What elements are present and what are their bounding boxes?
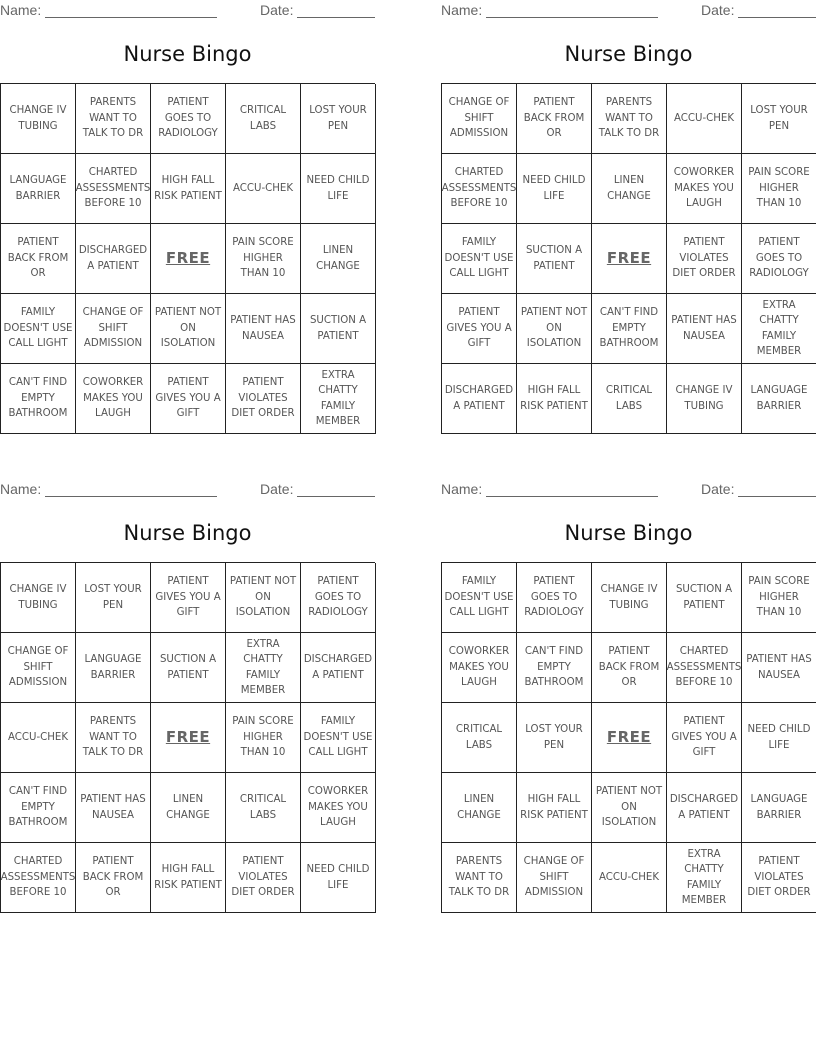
- free-space: FREE: [592, 224, 667, 294]
- bingo-cell: PATIENT HAS NAUSEA: [76, 773, 151, 843]
- bingo-cell: LANGUAGE BARRIER: [742, 773, 816, 843]
- card-header: [0, 479, 375, 501]
- free-space: FREE: [592, 703, 667, 773]
- bingo-cell: SUCTION A PATIENT: [517, 224, 592, 294]
- bingo-cell: EXTRA CHATTY FAMILY MEMBER: [226, 633, 301, 703]
- bingo-cell: PATIENT VIOLATES DIET ORDER: [226, 364, 301, 434]
- bingo-cell: PATIENT HAS NAUSEA: [667, 294, 742, 364]
- name-blank-line: [45, 3, 217, 18]
- bingo-cell: PAIN SCORE HIGHER THAN 10: [742, 154, 816, 224]
- bingo-cell: DISCHARGED A PATIENT: [442, 364, 517, 434]
- bingo-cell: EXTRA CHATTY FAMILY MEMBER: [742, 294, 816, 364]
- bingo-cell: PATIENT BACK FROM OR: [517, 84, 592, 154]
- bingo-cell: CHANGE IV TUBING: [1, 84, 76, 154]
- bingo-cell: PAIN SCORE HIGHER THAN 10: [742, 563, 816, 633]
- bingo-cell: NEED CHILD LIFE: [742, 703, 816, 773]
- date-blank-line: [738, 3, 816, 18]
- date-label: Date:: [701, 481, 735, 497]
- date-blank-line: [297, 3, 375, 18]
- bingo-cell: PATIENT NOT ON ISOLATION: [592, 773, 667, 843]
- bingo-cell: FAMILY DOESN'T USE CALL LIGHT: [442, 224, 517, 294]
- bingo-cell: CAN'T FIND EMPTY BATHROOM: [592, 294, 667, 364]
- name-label: Name:: [0, 2, 42, 18]
- date-blank-line: [738, 482, 816, 497]
- bingo-cell: CAN'T FIND EMPTY BATHROOM: [1, 364, 76, 434]
- bingo-cell: COWORKER MAKES YOU LAUGH: [667, 154, 742, 224]
- card-title: Nurse Bingo: [564, 521, 693, 545]
- date-field: [701, 481, 816, 497]
- bingo-cell: PATIENT BACK FROM OR: [76, 843, 151, 913]
- name-label: Name:: [0, 481, 42, 497]
- bingo-cell: PATIENT GIVES YOU A GIFT: [667, 703, 742, 773]
- bingo-cell: NEED CHILD LIFE: [301, 843, 376, 913]
- bingo-cell: ACCU-CHEK: [667, 84, 742, 154]
- bingo-cell: CHARTED ASSESSMENTS BEFORE 10: [442, 154, 517, 224]
- card-title: Nurse Bingo: [123, 42, 252, 66]
- date-label: Date:: [701, 2, 735, 18]
- name-label: Name:: [441, 2, 483, 18]
- bingo-cell: PATIENT BACK FROM OR: [592, 633, 667, 703]
- bingo-cell: PARENTS WANT TO TALK TO DR: [76, 84, 151, 154]
- bingo-card: [0, 479, 375, 899]
- bingo-cell: CHARTED ASSESSMENTS BEFORE 10: [1, 843, 76, 913]
- date-field: [260, 481, 375, 497]
- bingo-cell: HIGH FALL RISK PATIENT: [151, 843, 226, 913]
- bingo-cell: LINEN CHANGE: [301, 224, 376, 294]
- bingo-cell: LINEN CHANGE: [151, 773, 226, 843]
- bingo-cell: PATIENT NOT ON ISOLATION: [226, 563, 301, 633]
- bingo-cell: PATIENT BACK FROM OR: [1, 224, 76, 294]
- bingo-cell: LOST YOUR PEN: [517, 703, 592, 773]
- name-blank-line: [486, 3, 658, 18]
- bingo-cell: FAMILY DOESN'T USE CALL LIGHT: [301, 703, 376, 773]
- bingo-cell: CHARTED ASSESSMENTS BEFORE 10: [667, 633, 742, 703]
- bingo-cell: NEED CHILD LIFE: [517, 154, 592, 224]
- bingo-cell: PATIENT VIOLATES DIET ORDER: [667, 224, 742, 294]
- bingo-cell: PATIENT GOES TO RADIOLOGY: [742, 224, 816, 294]
- bingo-cell: PATIENT GIVES YOU A GIFT: [442, 294, 517, 364]
- bingo-cell: PAIN SCORE HIGHER THAN 10: [226, 703, 301, 773]
- bingo-cell: HIGH FALL RISK PATIENT: [517, 773, 592, 843]
- bingo-cell: SUCTION A PATIENT: [301, 294, 376, 364]
- card-title: Nurse Bingo: [564, 42, 693, 66]
- bingo-cell: CHANGE IV TUBING: [592, 563, 667, 633]
- bingo-card: [441, 479, 816, 906]
- bingo-cell: LANGUAGE BARRIER: [742, 364, 816, 434]
- bingo-cell: LOST YOUR PEN: [742, 84, 816, 154]
- bingo-cell: COWORKER MAKES YOU LAUGH: [442, 633, 517, 703]
- bingo-cell: EXTRA CHATTY FAMILY MEMBER: [301, 364, 376, 434]
- card-header: [441, 0, 816, 22]
- bingo-cell: CRITICAL LABS: [592, 364, 667, 434]
- free-space: FREE: [151, 224, 226, 294]
- bingo-cell: LINEN CHANGE: [592, 154, 667, 224]
- bingo-grid: [0, 83, 375, 434]
- name-blank-line: [45, 482, 217, 497]
- bingo-cell: HIGH FALL RISK PATIENT: [517, 364, 592, 434]
- bingo-cell: DISCHARGED A PATIENT: [667, 773, 742, 843]
- card-title: Nurse Bingo: [123, 521, 252, 545]
- date-label: Date:: [260, 481, 294, 497]
- bingo-cell: EXTRA CHATTY FAMILY MEMBER: [667, 843, 742, 913]
- bingo-cell: HIGH FALL RISK PATIENT: [151, 154, 226, 224]
- bingo-cell: PATIENT VIOLATES DIET ORDER: [742, 843, 816, 913]
- bingo-cell: CAN'T FIND EMPTY BATHROOM: [1, 773, 76, 843]
- name-blank-line: [486, 482, 658, 497]
- bingo-cell: ACCU-CHEK: [226, 154, 301, 224]
- name-field: [0, 481, 217, 497]
- bingo-cell: ACCU-CHEK: [592, 843, 667, 913]
- bingo-cell: COWORKER MAKES YOU LAUGH: [301, 773, 376, 843]
- bingo-grid: [441, 562, 816, 913]
- name-field: [0, 2, 217, 18]
- bingo-cell: NEED CHILD LIFE: [301, 154, 376, 224]
- bingo-cell: CHANGE IV TUBING: [1, 563, 76, 633]
- bingo-cell: LOST YOUR PEN: [301, 84, 376, 154]
- bingo-cell: DISCHARGED A PATIENT: [76, 224, 151, 294]
- bingo-cell: FAMILY DOESN'T USE CALL LIGHT: [442, 563, 517, 633]
- bingo-cell: CHARTED ASSESSMENTS BEFORE 10: [76, 154, 151, 224]
- name-field: [441, 481, 658, 497]
- bingo-cell: LANGUAGE BARRIER: [1, 154, 76, 224]
- bingo-cell: COWORKER MAKES YOU LAUGH: [76, 364, 151, 434]
- bingo-cell: SUCTION A PATIENT: [151, 633, 226, 703]
- bingo-cell: PATIENT HAS NAUSEA: [742, 633, 816, 703]
- bingo-cell: CHANGE OF SHIFT ADMISSION: [76, 294, 151, 364]
- bingo-cell: CRITICAL LABS: [226, 84, 301, 154]
- bingo-card: [0, 0, 375, 427]
- bingo-cell: PARENTS WANT TO TALK TO DR: [442, 843, 517, 913]
- bingo-cell: PATIENT VIOLATES DIET ORDER: [226, 843, 301, 913]
- name-field: [441, 2, 658, 18]
- bingo-cell: CHANGE IV TUBING: [667, 364, 742, 434]
- bingo-cell: PATIENT NOT ON ISOLATION: [517, 294, 592, 364]
- bingo-grid: [0, 562, 375, 913]
- bingo-cell: PARENTS WANT TO TALK TO DR: [76, 703, 151, 773]
- bingo-cell: PATIENT NOT ON ISOLATION: [151, 294, 226, 364]
- bingo-cell: PARENTS WANT TO TALK TO DR: [592, 84, 667, 154]
- bingo-cell: DISCHARGED A PATIENT: [301, 633, 376, 703]
- bingo-card: [441, 0, 816, 412]
- date-blank-line: [297, 482, 375, 497]
- bingo-cell: LOST YOUR PEN: [76, 563, 151, 633]
- bingo-cell: CHANGE OF SHIFT ADMISSION: [1, 633, 76, 703]
- name-label: Name:: [441, 481, 483, 497]
- bingo-cell: CHANGE OF SHIFT ADMISSION: [517, 843, 592, 913]
- date-field: [260, 2, 375, 18]
- bingo-cell: LINEN CHANGE: [442, 773, 517, 843]
- bingo-cell: CHANGE OF SHIFT ADMISSION: [442, 84, 517, 154]
- bingo-cell: LANGUAGE BARRIER: [76, 633, 151, 703]
- bingo-grid: [441, 83, 816, 434]
- bingo-cell: PATIENT GOES TO RADIOLOGY: [517, 563, 592, 633]
- free-space: FREE: [151, 703, 226, 773]
- bingo-cell: CRITICAL LABS: [226, 773, 301, 843]
- date-label: Date:: [260, 2, 294, 18]
- bingo-cell: PATIENT GOES TO RADIOLOGY: [301, 563, 376, 633]
- bingo-cell: ACCU-CHEK: [1, 703, 76, 773]
- bingo-cell: FAMILY DOESN'T USE CALL LIGHT: [1, 294, 76, 364]
- bingo-cell: PATIENT GIVES YOU A GIFT: [151, 364, 226, 434]
- bingo-cell: PATIENT HAS NAUSEA: [226, 294, 301, 364]
- card-header: [441, 479, 816, 501]
- bingo-cell: PAIN SCORE HIGHER THAN 10: [226, 224, 301, 294]
- bingo-cell: CAN'T FIND EMPTY BATHROOM: [517, 633, 592, 703]
- date-field: [701, 2, 816, 18]
- bingo-cell: PATIENT GIVES YOU A GIFT: [151, 563, 226, 633]
- bingo-cell: SUCTION A PATIENT: [667, 563, 742, 633]
- bingo-cell: CRITICAL LABS: [442, 703, 517, 773]
- bingo-cell: PATIENT GOES TO RADIOLOGY: [151, 84, 226, 154]
- card-header: [0, 0, 375, 22]
